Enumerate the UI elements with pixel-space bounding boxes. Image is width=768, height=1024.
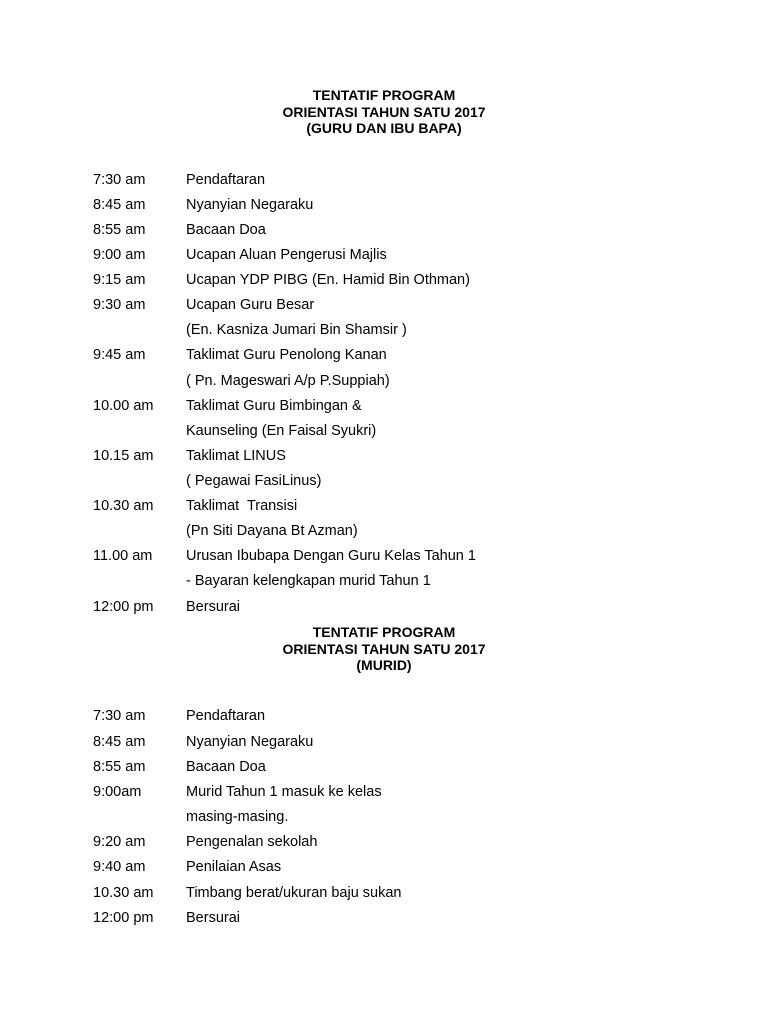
row-time: 8:55 am — [93, 222, 146, 238]
row-description: Timbang berat/ukuran baju sukan — [186, 885, 402, 901]
row-time: 9:00am — [93, 784, 142, 800]
schedule-row — [0, 270, 768, 295]
schedule-row — [0, 908, 768, 933]
row-description: Urusan Ibubapa Dengan Guru Kelas Tahun 1 — [186, 548, 476, 564]
row-description: Pengenalan sekolah — [186, 834, 318, 850]
schedule-row — [0, 195, 768, 220]
schedule-row — [0, 496, 768, 521]
row-time: 9:45 am — [93, 347, 146, 363]
schedule-row-continuation — [0, 521, 768, 546]
row-time: 9:40 am — [93, 859, 146, 875]
row-description: Pendaftaran — [186, 172, 266, 188]
schedule-row-continuation — [0, 320, 768, 345]
schedule-row — [0, 345, 768, 370]
row-time: 7:30 am — [93, 172, 146, 188]
row-time: 10.00 am — [93, 398, 154, 414]
schedule-row — [0, 706, 768, 731]
row-description: ( Pn. Mageswari A/p P.Suppiah) — [186, 373, 390, 389]
schedule-row — [0, 396, 768, 421]
section1-heading — [0, 87, 768, 137]
row-time: 7:30 am — [93, 708, 146, 724]
section1-title-line: (GURU DAN IBU BAPA) — [306, 120, 462, 136]
row-time: 12:00 pm — [93, 910, 154, 926]
row-description: Ucapan Aluan Pengerusi Majlis — [186, 247, 387, 263]
row-time: 10.30 am — [93, 498, 154, 514]
schedule-row-continuation — [0, 571, 768, 596]
row-description: Taklimat LINUS — [186, 448, 286, 464]
schedule-row — [0, 732, 768, 757]
section2-title-line: TENTATIF PROGRAM — [312, 624, 456, 640]
row-time: 9:30 am — [93, 297, 146, 313]
row-time: 8:55 am — [93, 759, 146, 775]
row-time: 8:45 am — [93, 197, 146, 213]
schedule-row — [0, 782, 768, 807]
row-time: 12:00 pm — [93, 599, 154, 615]
row-time: 10.30 am — [93, 885, 154, 901]
schedule-row — [0, 883, 768, 908]
row-description: Kaunseling (En Faisal Syukri) — [186, 423, 377, 439]
section2-heading — [0, 624, 768, 674]
section1-title-line: ORIENTASI TAHUN SATU 2017 — [282, 103, 486, 120]
schedule-row — [0, 446, 768, 471]
row-time: 11.00 am — [93, 548, 153, 564]
row-description: - Bayaran kelengkapan murid Tahun 1 — [186, 573, 431, 589]
row-description: (Pn Siti Dayana Bt Azman) — [186, 523, 358, 539]
schedule-row — [0, 857, 768, 882]
schedule-row-continuation — [0, 807, 768, 832]
row-description: Ucapan YDP PIBG (En. Hamid Bin Othman) — [186, 272, 470, 288]
schedule-row — [0, 245, 768, 270]
row-description: Taklimat Guru Penolong Kanan — [186, 347, 387, 363]
section1-title-line: TENTATIF PROGRAM — [312, 87, 456, 103]
row-description: Taklimat Transisi — [186, 498, 298, 514]
row-description: Nyanyian Negaraku — [186, 197, 314, 213]
schedule-row — [0, 170, 768, 195]
row-description: Pendaftaran — [186, 708, 266, 724]
schedule-row-continuation — [0, 371, 768, 396]
section2-title-line: ORIENTASI TAHUN SATU 2017 — [282, 640, 486, 657]
row-description: Penilaian Asas — [186, 859, 282, 875]
schedule-row-continuation — [0, 471, 768, 496]
row-description: masing-masing. — [186, 809, 289, 825]
row-description: Bacaan Doa — [186, 222, 266, 238]
schedule-row — [0, 295, 768, 320]
row-description: Ucapan Guru Besar — [186, 297, 315, 313]
section2-title-line: (MURID) — [356, 657, 412, 673]
schedule-row — [0, 597, 768, 622]
row-time: 9:15 am — [93, 272, 146, 288]
row-description: Murid Tahun 1 masuk ke kelas — [186, 784, 382, 800]
schedule-row — [0, 546, 768, 571]
schedule-row — [0, 757, 768, 782]
row-time: 8:45 am — [93, 734, 146, 750]
schedule-row — [0, 832, 768, 857]
row-description: Nyanyian Negaraku — [186, 734, 314, 750]
row-time: 9:00 am — [93, 247, 146, 263]
row-description: Bersurai — [186, 599, 240, 615]
schedule-row-continuation — [0, 421, 768, 446]
row-description: Taklimat Guru Bimbingan & — [186, 398, 362, 414]
schedule-row — [0, 220, 768, 245]
row-time: 9:20 am — [93, 834, 146, 850]
row-time: 10.15 am — [93, 448, 154, 464]
row-description: Bacaan Doa — [186, 759, 266, 775]
row-description: Bersurai — [186, 910, 240, 926]
row-description: ( Pegawai FasiLinus) — [186, 473, 322, 489]
row-description: (En. Kasniza Jumari Bin Shamsir ) — [186, 322, 407, 338]
